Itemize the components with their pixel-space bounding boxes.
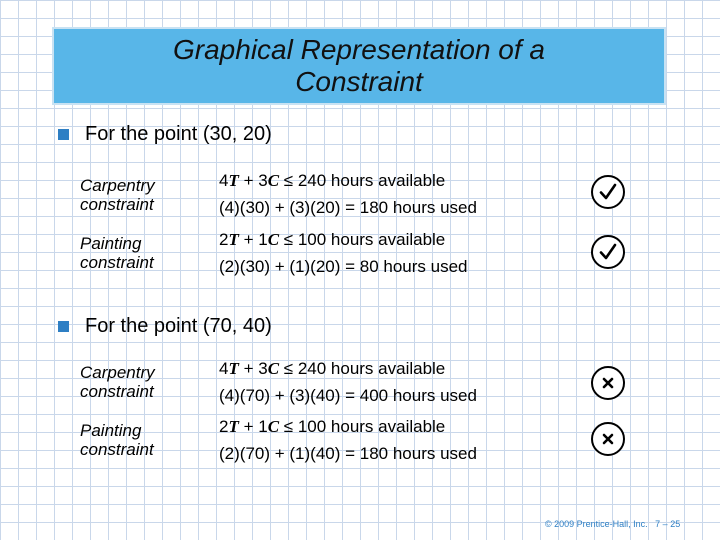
calculation-line: (2)(30) + (1)(20) = 80 hours used <box>219 257 468 276</box>
label-line-1: Painting <box>80 234 142 253</box>
check-icon <box>591 175 625 209</box>
row-label-carpentry-1 <box>80 176 155 214</box>
label-line-1: Carpentry <box>80 363 155 382</box>
section-header-1 <box>58 123 272 146</box>
equation-block-1 <box>219 167 477 221</box>
check-icon <box>591 235 625 269</box>
label-line-2: constraint <box>80 382 154 401</box>
label-line-1: Painting <box>80 421 142 440</box>
label-line-2: constraint <box>80 195 154 214</box>
constraint-line: 2T + 1C ≤ 100 hours available <box>219 417 446 436</box>
slide-title-line-1: Graphical Representation of a <box>173 34 545 65</box>
equation-block-4 <box>219 413 477 467</box>
calculation-line: (2)(70) + (1)(40) = 180 hours used <box>219 444 477 463</box>
label-line-1: Carpentry <box>80 176 155 195</box>
constraint-line: 4T + 3C ≤ 240 hours available <box>219 359 446 378</box>
bullet-square-icon <box>58 129 69 140</box>
section-header-2 <box>58 315 272 338</box>
label-line-2: constraint <box>80 253 154 272</box>
constraint-line: 4T + 3C ≤ 240 hours available <box>219 171 446 190</box>
section-header-text: For the point (70, 40) <box>85 315 272 337</box>
x-icon <box>591 366 625 400</box>
constraint-line: 2T + 1C ≤ 100 hours available <box>219 230 446 249</box>
label-line-2: constraint <box>80 440 154 459</box>
section-header-text: For the point (30, 20) <box>85 123 272 145</box>
bullet-square-icon <box>58 321 69 332</box>
row-label-carpentry-2 <box>80 363 155 401</box>
copyright-footer: © 2009 Prentice-Hall, Inc. 7 – 25 <box>545 519 681 529</box>
calculation-line: (4)(30) + (3)(20) = 180 hours used <box>219 198 477 217</box>
equation-block-3 <box>219 355 477 409</box>
equation-block-2 <box>219 226 468 280</box>
x-icon <box>591 422 625 456</box>
row-label-painting-2 <box>80 421 154 459</box>
calculation-line: (4)(70) + (3)(40) = 400 hours used <box>219 386 477 405</box>
row-label-painting-1 <box>80 234 154 272</box>
slide-title-line-2: Constraint <box>295 66 423 97</box>
title-box <box>52 27 666 105</box>
